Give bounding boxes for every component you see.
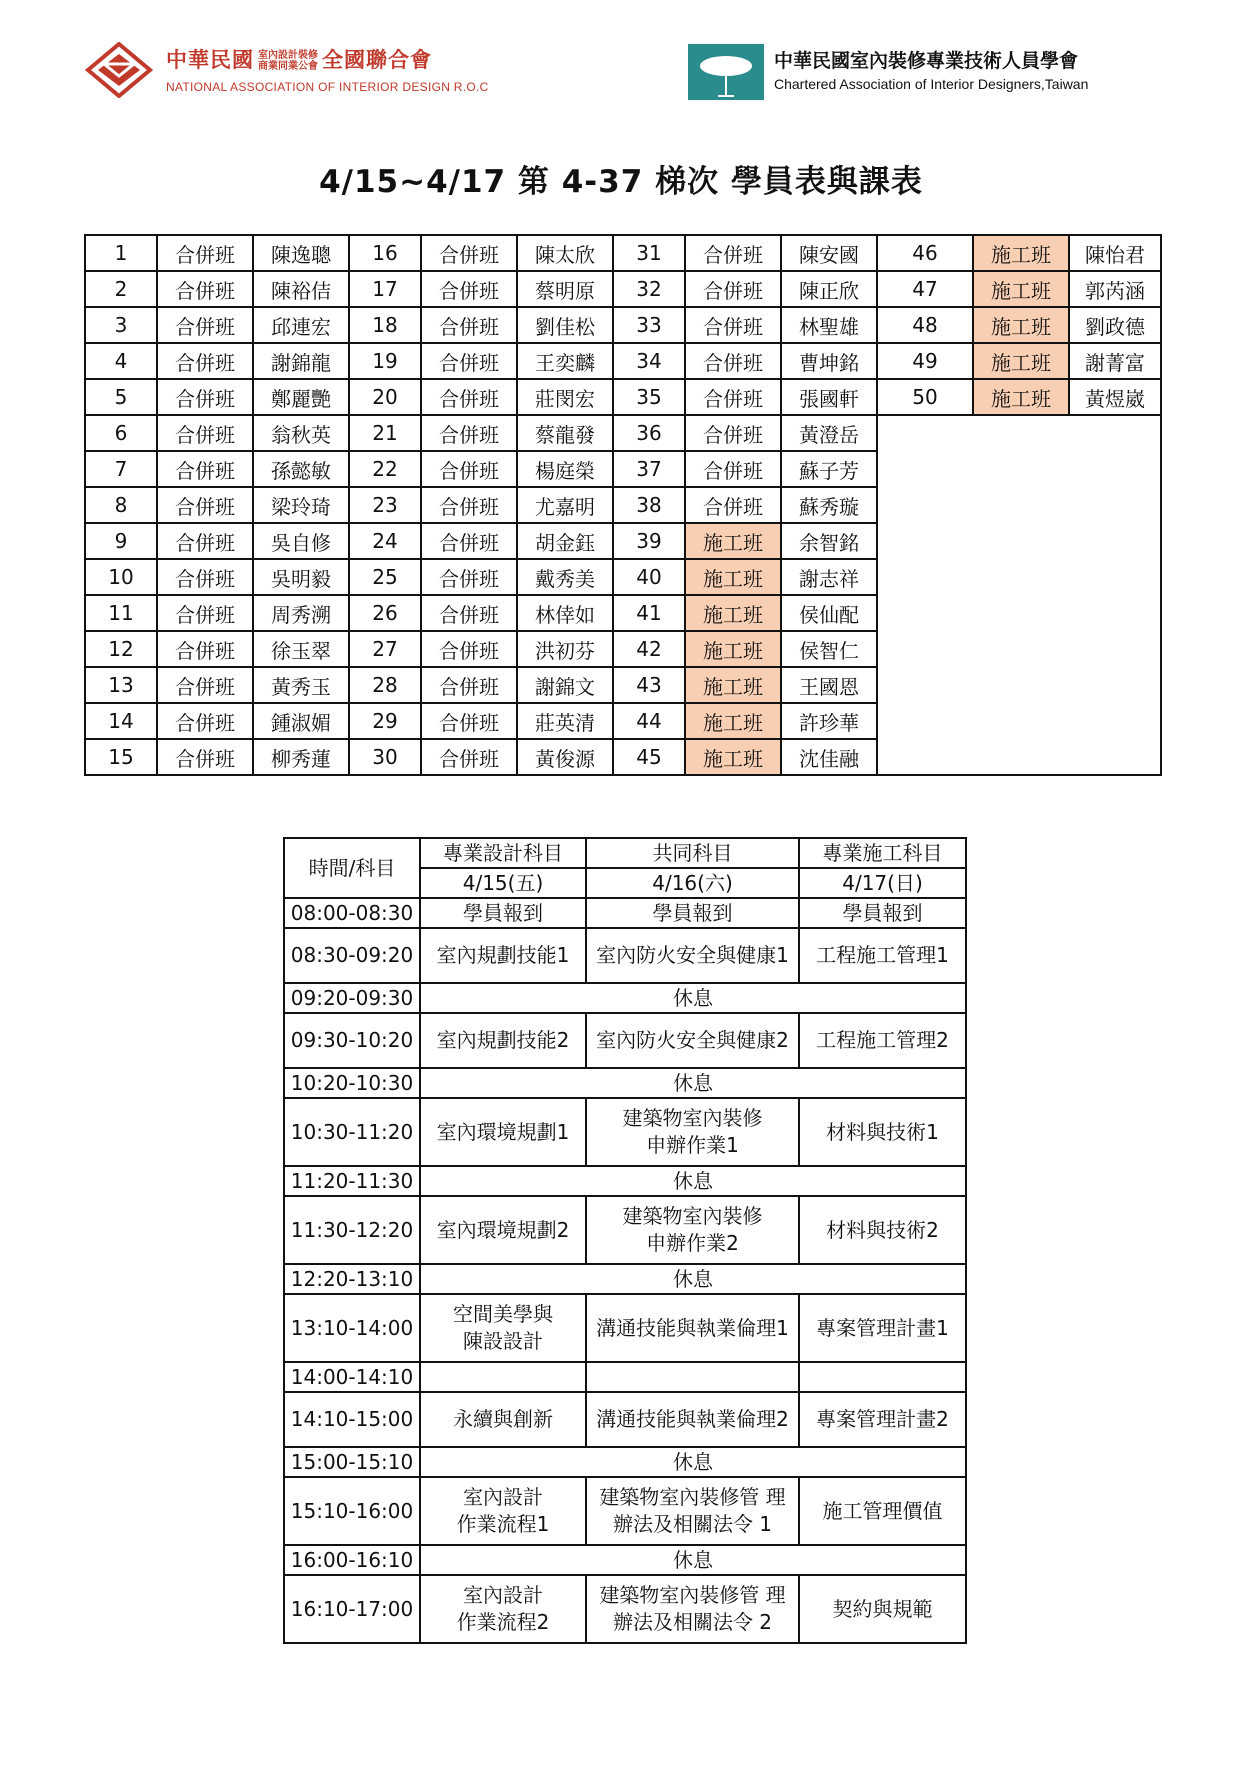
roster-class: 合併班: [421, 343, 517, 379]
roster-class: 施工班: [973, 343, 1069, 379]
roster-name: 陳正欣: [781, 271, 877, 307]
roster-class: 合併班: [421, 595, 517, 631]
course-design: 室內設計 作業流程1: [420, 1477, 586, 1545]
time-slot: 15:00-15:10: [284, 1447, 420, 1477]
roster-number: 27: [349, 631, 421, 667]
roster-class: 合併班: [157, 559, 253, 595]
roster-name: 周秀溯: [253, 595, 349, 631]
course-design: 空間美學與 陳設設計: [420, 1294, 586, 1362]
schedule-row: [284, 1196, 966, 1264]
break-label: 休息: [420, 983, 966, 1013]
roster-class: 施工班: [685, 595, 781, 631]
roster-number: 6: [85, 415, 157, 451]
roster-number: 10: [85, 559, 157, 595]
roster-class: 施工班: [973, 271, 1069, 307]
break-label: 休息: [420, 1166, 966, 1196]
roster-class: 合併班: [157, 703, 253, 739]
course-common: 室內防火安全與健康1: [586, 928, 799, 983]
right-logo-english-name: Chartered Association of Interior Designers,Taiwan: [774, 76, 1089, 92]
left-logo-english-name: NATIONAL ASSOCIATION OF INTERIOR DESIGN R.O.C: [166, 80, 489, 94]
roster-number: 3: [85, 307, 157, 343]
roster-name: 王奕麟: [517, 343, 613, 379]
roster-class: 合併班: [685, 379, 781, 415]
roster-row: [85, 559, 1161, 595]
course-design: 學員報到: [420, 898, 586, 928]
schedule-break-row: [284, 1068, 966, 1098]
roster-row: [85, 739, 1161, 775]
roster-class: 合併班: [157, 379, 253, 415]
roster-class: 合併班: [421, 631, 517, 667]
roster-class: 施工班: [685, 631, 781, 667]
roster-class: 合併班: [421, 379, 517, 415]
subject-header-construction: 專業施工科目: [799, 838, 966, 868]
subject-header-design: 專業設計科目: [420, 838, 586, 868]
roster-number: 18: [349, 307, 421, 343]
roster-class: 合併班: [685, 415, 781, 451]
roster-number: 26: [349, 595, 421, 631]
roster-class: 合併班: [421, 739, 517, 775]
roster-name: 劉佳松: [517, 307, 613, 343]
roster-name: 林倖如: [517, 595, 613, 631]
roster-name: 柳秀蓮: [253, 739, 349, 775]
schedule-row: [284, 898, 966, 928]
roster-number: 37: [613, 451, 685, 487]
schedule-break-row: [284, 1545, 966, 1575]
roster-row: [85, 271, 1161, 307]
course-common: 建築物室內裝修 申辦作業2: [586, 1196, 799, 1264]
roster-class: 合併班: [685, 235, 781, 271]
course-construction: 工程施工管理1: [799, 928, 966, 983]
roster-number: 40: [613, 559, 685, 595]
roster-number: 47: [877, 271, 973, 307]
roster-name: 楊庭榮: [517, 451, 613, 487]
break-label: 休息: [420, 1545, 966, 1575]
roster-class: 合併班: [421, 523, 517, 559]
roster-class: 合併班: [421, 667, 517, 703]
roster-name: 蔡明原: [517, 271, 613, 307]
roster-number: 24: [349, 523, 421, 559]
course-construction: 施工管理價值: [799, 1477, 966, 1545]
roster-number: 28: [349, 667, 421, 703]
roster-row: [85, 631, 1161, 667]
roster-name: 謝錦文: [517, 667, 613, 703]
roster-class: 施工班: [973, 235, 1069, 271]
roster-empty-cell: [877, 667, 1161, 703]
roster-number: 44: [613, 703, 685, 739]
roster-number: 41: [613, 595, 685, 631]
left-logo-chinese-name: 中華民國 室內設計裝修 商業同業公會 全國聯合會: [166, 48, 432, 72]
roster-name: 梁玲琦: [253, 487, 349, 523]
roster-number: 14: [85, 703, 157, 739]
roster-name: 許珍華: [781, 703, 877, 739]
roster-number: 46: [877, 235, 973, 271]
course-construction: 專案管理計畫1: [799, 1294, 966, 1362]
roster-name: 陳逸聰: [253, 235, 349, 271]
roster-name: 沈佳融: [781, 739, 877, 775]
roster-name: 鄭麗艷: [253, 379, 349, 415]
time-slot: 16:00-16:10: [284, 1545, 420, 1575]
roster-class: 合併班: [157, 631, 253, 667]
course-common: 建築物室內裝修管 理 辦法及相關法令 2: [586, 1575, 799, 1643]
roster-name: 曹坤銘: [781, 343, 877, 379]
roster-row: [85, 667, 1161, 703]
schedule-corner-header: 時間/科目: [284, 838, 420, 898]
roster-class: 合併班: [685, 343, 781, 379]
roster-name: 陳太欣: [517, 235, 613, 271]
break-label: 休息: [420, 1068, 966, 1098]
roster-number: 48: [877, 307, 973, 343]
roster-number: 31: [613, 235, 685, 271]
roster-number: 34: [613, 343, 685, 379]
roster-class: 合併班: [421, 451, 517, 487]
left-association-logo: [84, 36, 534, 116]
course-schedule-table: [283, 837, 967, 1644]
roster-row: [85, 703, 1161, 739]
roster-name: 陳裕佶: [253, 271, 349, 307]
roster-number: 9: [85, 523, 157, 559]
time-slot: 11:30-12:20: [284, 1196, 420, 1264]
roster-number: 49: [877, 343, 973, 379]
roster-name: 侯仙配: [781, 595, 877, 631]
roster-name: 鍾淑媚: [253, 703, 349, 739]
roster-class: 合併班: [157, 523, 253, 559]
roster-class: 合併班: [157, 667, 253, 703]
schedule-break-row: [284, 1166, 966, 1196]
roster-row: [85, 523, 1161, 559]
roster-class: 施工班: [685, 523, 781, 559]
roster-name: 吳自修: [253, 523, 349, 559]
roster-row: [85, 235, 1161, 271]
schedule-row: [284, 928, 966, 983]
roster-class: 合併班: [421, 271, 517, 307]
roster-name: 張國軒: [781, 379, 877, 415]
roster-row: [85, 595, 1161, 631]
time-slot: 12:20-13:10: [284, 1264, 420, 1294]
roster-class: 合併班: [157, 307, 253, 343]
course-design: 室內規劃技能1: [420, 928, 586, 983]
roster-class: 合併班: [421, 307, 517, 343]
roster-number: 4: [85, 343, 157, 379]
right-logo-chinese-name: 中華民國室內裝修專業技術人員學會: [774, 50, 1079, 72]
roster-class: 合併班: [685, 487, 781, 523]
roster-class: 合併班: [157, 415, 253, 451]
roster-name: 林聖雄: [781, 307, 877, 343]
roster-number: 21: [349, 415, 421, 451]
course-design: 室內環境規劃1: [420, 1098, 586, 1166]
roster-number: 13: [85, 667, 157, 703]
roster-name: 余智銘: [781, 523, 877, 559]
roster-name: 王國恩: [781, 667, 877, 703]
roster-number: 23: [349, 487, 421, 523]
roster-name: 莊閔宏: [517, 379, 613, 415]
date-header-day2: 4/16(六): [586, 868, 799, 898]
roster-number: 38: [613, 487, 685, 523]
time-slot: 08:00-08:30: [284, 898, 420, 928]
roster-class: 合併班: [421, 559, 517, 595]
subject-header-common: 共同科目: [586, 838, 799, 868]
roster-number: 16: [349, 235, 421, 271]
schedule-break-row: [284, 1264, 966, 1294]
roster-class: 施工班: [685, 703, 781, 739]
roster-number: 39: [613, 523, 685, 559]
roster-name: 郭芮涵: [1069, 271, 1161, 307]
roster-name: 謝志祥: [781, 559, 877, 595]
roster-number: 32: [613, 271, 685, 307]
roster-number: 36: [613, 415, 685, 451]
course-common: [586, 1362, 799, 1392]
roster-number: 1: [85, 235, 157, 271]
roster-class: 合併班: [157, 595, 253, 631]
roster-class: 施工班: [685, 667, 781, 703]
roster-name: 侯智仁: [781, 631, 877, 667]
roster-name: 戴秀美: [517, 559, 613, 595]
course-common: 建築物室內裝修管 理 辦法及相關法令 1: [586, 1477, 799, 1545]
roster-name: 劉政德: [1069, 307, 1161, 343]
roster-row: [85, 487, 1161, 523]
break-label: 休息: [420, 1447, 966, 1477]
roster-name: 洪初芬: [517, 631, 613, 667]
course-common: 溝通技能與執業倫理1: [586, 1294, 799, 1362]
schedule-row: [284, 1098, 966, 1166]
roster-empty-cell: [877, 487, 1161, 523]
date-header-day1: 4/15(五): [420, 868, 586, 898]
roster-class: 合併班: [157, 739, 253, 775]
roster-name: 蘇子芳: [781, 451, 877, 487]
course-construction: 材料與技術2: [799, 1196, 966, 1264]
course-design: 室內環境規劃2: [420, 1196, 586, 1264]
course-construction: 學員報到: [799, 898, 966, 928]
schedule-row: [284, 1392, 966, 1447]
roster-number: 35: [613, 379, 685, 415]
roster-empty-cell: [877, 451, 1161, 487]
roster-class: 合併班: [421, 703, 517, 739]
roster-row: [85, 415, 1161, 451]
roster-row: [85, 379, 1161, 415]
roster-name: 陳怡君: [1069, 235, 1161, 271]
roster-number: 20: [349, 379, 421, 415]
roster-number: 43: [613, 667, 685, 703]
roster-empty-cell: [877, 595, 1161, 631]
schedule-break-row: [284, 983, 966, 1013]
course-construction: [799, 1362, 966, 1392]
time-slot: 14:00-14:10: [284, 1362, 420, 1392]
roster-number: 15: [85, 739, 157, 775]
page-title: 4/15~4/17 第 4-37 梯次 學員表與課表: [319, 164, 923, 200]
roster-number: 5: [85, 379, 157, 415]
roster-name: 吳明毅: [253, 559, 349, 595]
roster-number: 42: [613, 631, 685, 667]
roster-class: 合併班: [421, 235, 517, 271]
course-design: 室內規劃技能2: [420, 1013, 586, 1068]
right-association-logo: [688, 40, 1108, 110]
time-slot: 09:30-10:20: [284, 1013, 420, 1068]
roster-number: 8: [85, 487, 157, 523]
roster-number: 2: [85, 271, 157, 307]
roster-class: 施工班: [973, 307, 1069, 343]
roster-class: 施工班: [685, 559, 781, 595]
schedule-row: [284, 1013, 966, 1068]
roster-class: 合併班: [421, 487, 517, 523]
course-common: 學員報到: [586, 898, 799, 928]
date-header-day3: 4/17(日): [799, 868, 966, 898]
break-label: 休息: [420, 1264, 966, 1294]
roster-number: 50: [877, 379, 973, 415]
course-construction: 工程施工管理2: [799, 1013, 966, 1068]
schedule-row: [284, 1575, 966, 1643]
roster-class: 合併班: [157, 487, 253, 523]
lamp-logo-icon: [688, 44, 764, 100]
roster-name: 胡金鈺: [517, 523, 613, 559]
student-roster-table: [84, 234, 1162, 776]
roster-name: 翁秋英: [253, 415, 349, 451]
roster-name: 蘇秀璇: [781, 487, 877, 523]
roster-number: 22: [349, 451, 421, 487]
roster-class: 合併班: [421, 415, 517, 451]
roster-class: 合併班: [157, 235, 253, 271]
schedule-row: [284, 1294, 966, 1362]
roster-name: 孫懿敏: [253, 451, 349, 487]
roster-name: 徐玉翠: [253, 631, 349, 667]
schedule-row: [284, 1362, 966, 1392]
roster-name: 黃秀玉: [253, 667, 349, 703]
roster-empty-cell: [877, 631, 1161, 667]
time-slot: 11:20-11:30: [284, 1166, 420, 1196]
time-slot: 13:10-14:00: [284, 1294, 420, 1362]
course-design: 室內設計 作業流程2: [420, 1575, 586, 1643]
roster-class: 合併班: [157, 343, 253, 379]
roster-class: 施工班: [973, 379, 1069, 415]
course-design: 永續與創新: [420, 1392, 586, 1447]
time-slot: 14:10-15:00: [284, 1392, 420, 1447]
roster-name: 黃俊源: [517, 739, 613, 775]
time-slot: 15:10-16:00: [284, 1477, 420, 1545]
roster-name: 莊英清: [517, 703, 613, 739]
roster-number: 7: [85, 451, 157, 487]
time-slot: 16:10-17:00: [284, 1575, 420, 1643]
roster-empty-cell: [877, 415, 1161, 451]
roster-name: 尤嘉明: [517, 487, 613, 523]
course-common: 室內防火安全與健康2: [586, 1013, 799, 1068]
roster-empty-cell: [877, 523, 1161, 559]
time-slot: 10:30-11:20: [284, 1098, 420, 1166]
roster-name: 黃煜崴: [1069, 379, 1161, 415]
roster-class: 合併班: [685, 271, 781, 307]
course-construction: 契約與規範: [799, 1575, 966, 1643]
roster-number: 12: [85, 631, 157, 667]
roster-number: 29: [349, 703, 421, 739]
roster-number: 11: [85, 595, 157, 631]
roster-name: 謝菁富: [1069, 343, 1161, 379]
time-slot: 10:20-10:30: [284, 1068, 420, 1098]
roster-class: 合併班: [157, 271, 253, 307]
roster-empty-cell: [877, 559, 1161, 595]
schedule-row: [284, 1477, 966, 1545]
course-common: 建築物室內裝修 申辦作業1: [586, 1098, 799, 1166]
roster-number: 45: [613, 739, 685, 775]
roster-row: [85, 343, 1161, 379]
roster-row: [85, 451, 1161, 487]
roster-name: 黃澄岳: [781, 415, 877, 451]
roster-name: 陳安國: [781, 235, 877, 271]
diamond-logo-icon: [84, 42, 154, 98]
roster-number: 30: [349, 739, 421, 775]
roster-name: 邱連宏: [253, 307, 349, 343]
roster-number: 25: [349, 559, 421, 595]
roster-name: 謝錦龍: [253, 343, 349, 379]
roster-class: 施工班: [685, 739, 781, 775]
roster-empty-cell: [877, 739, 1161, 775]
time-slot: 08:30-09:20: [284, 928, 420, 983]
course-construction: 專案管理計畫2: [799, 1392, 966, 1447]
roster-number: 33: [613, 307, 685, 343]
roster-empty-cell: [877, 703, 1161, 739]
course-design: [420, 1362, 586, 1392]
course-construction: 材料與技術1: [799, 1098, 966, 1166]
roster-number: 17: [349, 271, 421, 307]
roster-name: 蔡龍發: [517, 415, 613, 451]
roster-class: 合併班: [157, 451, 253, 487]
schedule-break-row: [284, 1447, 966, 1477]
roster-class: 合併班: [685, 451, 781, 487]
roster-class: 合併班: [685, 307, 781, 343]
roster-number: 19: [349, 343, 421, 379]
time-slot: 09:20-09:30: [284, 983, 420, 1013]
roster-row: [85, 307, 1161, 343]
course-common: 溝通技能與執業倫理2: [586, 1392, 799, 1447]
